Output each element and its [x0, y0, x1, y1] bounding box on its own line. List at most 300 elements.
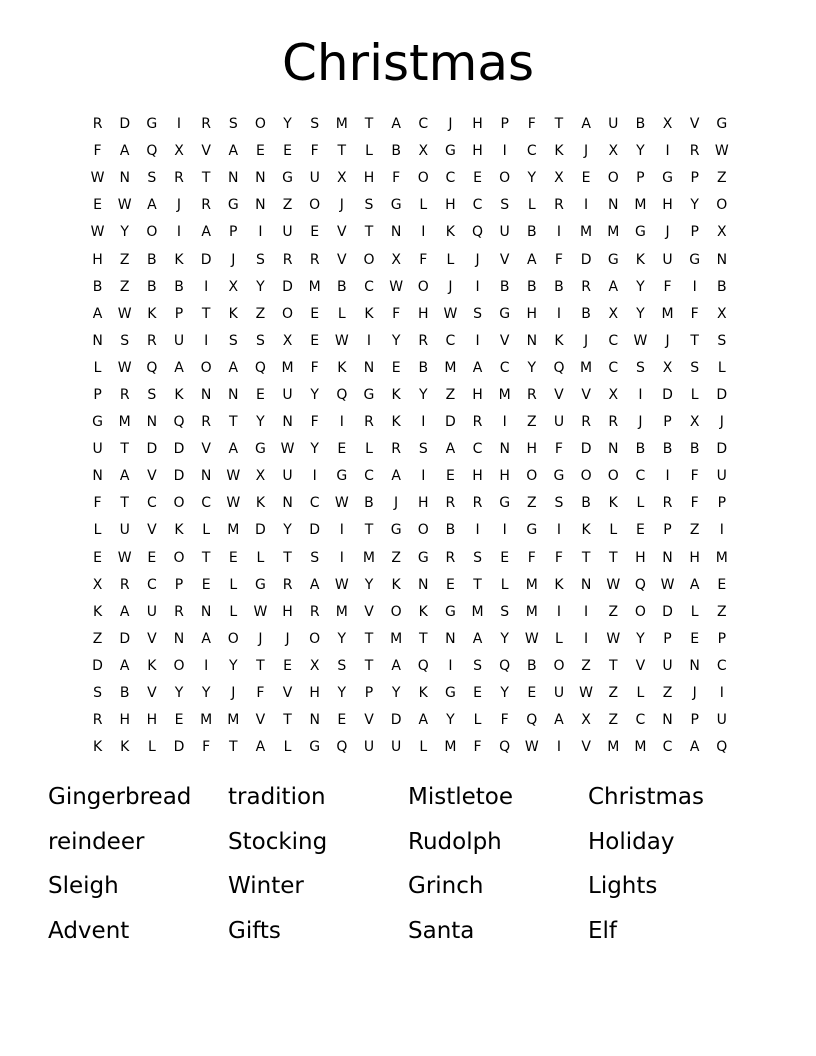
grid-letter[interactable]: G: [607, 251, 619, 268]
grid-letter[interactable]: D: [390, 712, 402, 729]
grid-letter[interactable]: A: [472, 630, 483, 647]
grid-letter[interactable]: F: [310, 143, 319, 160]
grid-letter[interactable]: K: [391, 576, 401, 593]
grid-letter[interactable]: A: [147, 197, 157, 214]
grid-letter[interactable]: H: [526, 441, 538, 458]
grid-letter[interactable]: O: [200, 359, 212, 376]
grid-letter[interactable]: E: [93, 197, 102, 214]
grid-letter[interactable]: H: [92, 251, 103, 268]
grid-letter[interactable]: X: [92, 576, 103, 593]
grid-letter[interactable]: G: [689, 251, 701, 268]
grid-letter[interactable]: I: [339, 522, 344, 539]
grid-letter[interactable]: T: [283, 712, 292, 729]
grid-letter[interactable]: P: [174, 576, 184, 593]
grid-letter[interactable]: M: [308, 278, 321, 295]
grid-letter[interactable]: M: [335, 116, 348, 133]
grid-letter[interactable]: W: [90, 170, 105, 187]
grid-letter[interactable]: T: [201, 305, 211, 322]
grid-letter[interactable]: J: [448, 278, 453, 295]
grid-letter[interactable]: X: [608, 305, 619, 322]
grid-letter[interactable]: U: [282, 386, 293, 403]
grid-letter[interactable]: G: [254, 576, 266, 593]
grid-letter[interactable]: I: [556, 224, 562, 241]
grid-letter[interactable]: F: [473, 739, 482, 756]
grid-letter[interactable]: G: [499, 305, 511, 322]
grid-letter[interactable]: A: [689, 739, 700, 756]
grid-letter[interactable]: Z: [391, 549, 401, 566]
grid-letter[interactable]: V: [689, 116, 700, 133]
grid-letter[interactable]: A: [255, 739, 266, 756]
grid-letter[interactable]: X: [391, 251, 401, 268]
grid-letter[interactable]: L: [636, 495, 645, 512]
grid-letter[interactable]: L: [527, 197, 536, 214]
grid-letter[interactable]: C: [364, 278, 374, 295]
grid-letter[interactable]: T: [581, 549, 591, 566]
grid-letter[interactable]: R: [391, 441, 401, 458]
grid-letter[interactable]: F: [419, 251, 428, 268]
grid-letter[interactable]: P: [663, 522, 672, 539]
grid-letter[interactable]: N: [146, 414, 158, 431]
grid-letter[interactable]: R: [309, 251, 320, 268]
grid-letter[interactable]: W: [117, 359, 132, 376]
grid-letter[interactable]: G: [227, 197, 239, 214]
grid-letter[interactable]: R: [472, 414, 483, 431]
grid-letter[interactable]: S: [418, 441, 428, 458]
grid-letter[interactable]: M: [607, 739, 620, 756]
grid-letter[interactable]: U: [716, 468, 727, 485]
grid-letter[interactable]: E: [283, 657, 292, 674]
grid-letter[interactable]: U: [662, 251, 673, 268]
grid-letter[interactable]: Y: [337, 630, 347, 647]
grid-letter[interactable]: E: [147, 549, 157, 566]
grid-letter[interactable]: A: [472, 359, 483, 376]
grid-letter[interactable]: S: [473, 549, 482, 566]
grid-letter[interactable]: R: [689, 143, 700, 160]
grid-letter[interactable]: O: [634, 603, 646, 620]
grid-letter[interactable]: Z: [689, 522, 700, 539]
grid-letter[interactable]: F: [202, 739, 211, 756]
grid-letter[interactable]: A: [391, 468, 401, 485]
grid-letter[interactable]: S: [500, 603, 510, 620]
grid-letter[interactable]: M: [444, 359, 457, 376]
grid-letter[interactable]: Y: [310, 441, 319, 458]
grid-letter[interactable]: G: [716, 116, 728, 133]
grid-letter[interactable]: V: [554, 386, 564, 403]
grid-letter[interactable]: E: [473, 170, 482, 187]
grid-letter[interactable]: T: [201, 549, 211, 566]
grid-letter[interactable]: V: [255, 712, 266, 729]
grid-letter[interactable]: R: [201, 116, 211, 133]
grid-letter[interactable]: W: [117, 197, 132, 214]
grid-letter[interactable]: K: [337, 359, 347, 376]
grid-letter[interactable]: D: [200, 251, 212, 268]
grid-letter[interactable]: Y: [174, 685, 184, 702]
grid-letter[interactable]: T: [228, 739, 238, 756]
grid-letter[interactable]: O: [309, 197, 321, 214]
grid-letter[interactable]: L: [636, 685, 645, 702]
grid-letter[interactable]: X: [662, 359, 673, 376]
grid-letter[interactable]: P: [364, 685, 374, 702]
grid-letter[interactable]: S: [93, 685, 103, 702]
grid-letter[interactable]: B: [581, 495, 591, 512]
grid-letter[interactable]: U: [553, 414, 565, 431]
grid-letter[interactable]: R: [119, 576, 130, 593]
grid-letter[interactable]: G: [417, 549, 429, 566]
grid-letter[interactable]: I: [475, 332, 480, 349]
grid-letter[interactable]: L: [202, 522, 211, 539]
grid-letter[interactable]: Y: [256, 414, 265, 431]
grid-letter[interactable]: N: [119, 170, 130, 187]
grid-letter[interactable]: P: [717, 495, 727, 512]
grid-letter[interactable]: O: [607, 468, 619, 485]
grid-letter[interactable]: Z: [527, 495, 537, 512]
grid-letter[interactable]: C: [662, 739, 673, 756]
grid-letter[interactable]: E: [283, 143, 292, 160]
grid-letter[interactable]: S: [500, 197, 510, 214]
grid-letter[interactable]: C: [716, 657, 727, 674]
grid-letter[interactable]: U: [173, 332, 185, 349]
grid-letter[interactable]: U: [608, 116, 619, 133]
grid-letter[interactable]: P: [500, 116, 509, 133]
grid-letter[interactable]: B: [635, 441, 646, 458]
grid-letter[interactable]: Q: [146, 143, 158, 160]
grid-letter[interactable]: K: [255, 495, 265, 512]
grid-letter[interactable]: M: [634, 197, 647, 214]
grid-letter[interactable]: K: [174, 251, 184, 268]
grid-letter[interactable]: G: [662, 170, 673, 187]
grid-letter[interactable]: Y: [120, 224, 129, 241]
grid-letter[interactable]: Y: [283, 522, 292, 539]
grid-letter[interactable]: X: [228, 278, 239, 295]
grid-letter[interactable]: H: [635, 549, 646, 566]
grid-letter[interactable]: G: [553, 468, 565, 485]
grid-letter[interactable]: H: [472, 468, 483, 485]
grid-letter[interactable]: N: [200, 468, 212, 485]
grid-letter[interactable]: M: [390, 630, 403, 647]
grid-letter[interactable]: D: [445, 414, 456, 431]
grid-letter[interactable]: A: [418, 712, 429, 729]
grid-letter[interactable]: A: [689, 576, 700, 593]
grid-letter[interactable]: K: [554, 332, 564, 349]
grid-letter[interactable]: Y: [418, 386, 428, 403]
grid-letter[interactable]: M: [227, 712, 240, 729]
grid-letter[interactable]: D: [173, 441, 185, 458]
grid-letter[interactable]: F: [310, 414, 319, 431]
grid-letter[interactable]: I: [421, 414, 426, 431]
grid-letter[interactable]: N: [173, 630, 185, 647]
grid-letter[interactable]: U: [662, 657, 673, 674]
grid-letter[interactable]: V: [499, 332, 510, 349]
grid-letter[interactable]: E: [635, 522, 645, 539]
grid-letter[interactable]: M: [715, 549, 728, 566]
grid-letter[interactable]: T: [120, 495, 129, 512]
grid-letter[interactable]: N: [662, 712, 673, 729]
grid-letter[interactable]: G: [92, 414, 103, 431]
grid-letter[interactable]: J: [176, 197, 182, 214]
grid-letter[interactable]: R: [608, 414, 619, 431]
grid-letter[interactable]: H: [445, 197, 456, 214]
grid-letter[interactable]: X: [255, 468, 266, 485]
grid-letter[interactable]: R: [581, 414, 591, 431]
grid-letter[interactable]: D: [119, 630, 131, 647]
grid-letter[interactable]: F: [554, 549, 563, 566]
grid-letter[interactable]: W: [389, 278, 404, 295]
grid-letter[interactable]: L: [419, 197, 428, 214]
grid-letter[interactable]: X: [309, 657, 320, 674]
grid-letter[interactable]: P: [229, 224, 238, 241]
grid-letter[interactable]: Y: [364, 576, 374, 593]
grid-letter[interactable]: Y: [527, 359, 537, 376]
grid-letter[interactable]: E: [445, 468, 455, 485]
grid-letter[interactable]: N: [580, 576, 592, 593]
grid-letter[interactable]: D: [119, 116, 131, 133]
grid-letter[interactable]: M: [525, 603, 538, 620]
grid-letter[interactable]: F: [93, 495, 102, 512]
grid-letter[interactable]: V: [581, 739, 591, 756]
grid-letter[interactable]: D: [716, 386, 728, 403]
grid-letter[interactable]: A: [554, 712, 564, 729]
grid-letter[interactable]: N: [255, 170, 266, 187]
grid-letter[interactable]: D: [255, 522, 266, 539]
grid-letter[interactable]: I: [176, 116, 182, 133]
grid-letter[interactable]: O: [173, 657, 185, 674]
grid-letter[interactable]: J: [692, 685, 697, 702]
grid-letter[interactable]: W: [660, 576, 675, 593]
grid-letter[interactable]: C: [472, 441, 483, 458]
grid-letter[interactable]: I: [475, 278, 480, 295]
grid-letter[interactable]: C: [309, 495, 320, 512]
grid-letter[interactable]: Z: [445, 386, 456, 403]
grid-letter[interactable]: Y: [636, 630, 645, 647]
grid-letter[interactable]: J: [231, 685, 236, 702]
grid-letter[interactable]: H: [119, 712, 130, 729]
grid-letter[interactable]: Z: [282, 197, 293, 214]
grid-letter[interactable]: B: [635, 116, 646, 133]
grid-letter[interactable]: C: [418, 116, 429, 133]
grid-letter[interactable]: V: [337, 224, 347, 241]
grid-letter[interactable]: O: [716, 197, 728, 214]
grid-letter[interactable]: Y: [283, 116, 292, 133]
grid-letter[interactable]: H: [472, 116, 483, 133]
grid-letter[interactable]: C: [526, 143, 537, 160]
grid-letter[interactable]: R: [92, 116, 103, 133]
grid-letter[interactable]: X: [717, 224, 727, 241]
grid-letter[interactable]: C: [499, 359, 510, 376]
grid-letter[interactable]: U: [146, 603, 157, 620]
grid-letter[interactable]: V: [147, 685, 157, 702]
grid-letter[interactable]: B: [527, 278, 537, 295]
grid-letter[interactable]: K: [445, 224, 455, 241]
grid-letter[interactable]: Q: [634, 576, 646, 593]
grid-letter[interactable]: B: [662, 441, 673, 458]
grid-letter[interactable]: I: [421, 224, 426, 241]
grid-letter[interactable]: C: [146, 576, 157, 593]
grid-letter[interactable]: V: [201, 143, 211, 160]
grid-letter[interactable]: T: [608, 657, 618, 674]
grid-letter[interactable]: R: [418, 332, 429, 349]
grid-letter[interactable]: O: [390, 603, 402, 620]
grid-letter[interactable]: A: [309, 576, 320, 593]
grid-letter[interactable]: I: [556, 739, 562, 756]
grid-letter[interactable]: K: [174, 386, 184, 403]
grid-letter[interactable]: S: [473, 657, 482, 674]
grid-letter[interactable]: V: [364, 603, 374, 620]
grid-letter[interactable]: D: [662, 386, 673, 403]
grid-letter[interactable]: A: [527, 251, 537, 268]
grid-letter[interactable]: G: [390, 522, 402, 539]
grid-letter[interactable]: P: [717, 630, 727, 647]
grid-letter[interactable]: Y: [391, 332, 401, 349]
grid-letter[interactable]: F: [392, 305, 401, 322]
grid-letter[interactable]: E: [690, 630, 700, 647]
grid-letter[interactable]: X: [418, 143, 429, 160]
grid-letter[interactable]: Q: [526, 712, 538, 729]
grid-letter[interactable]: I: [366, 332, 372, 349]
grid-letter[interactable]: F: [663, 278, 672, 295]
grid-letter[interactable]: D: [146, 441, 158, 458]
grid-letter[interactable]: J: [258, 630, 263, 647]
grid-letter[interactable]: M: [525, 576, 538, 593]
grid-letter[interactable]: V: [337, 251, 347, 268]
grid-letter[interactable]: F: [527, 549, 536, 566]
grid-letter[interactable]: P: [690, 712, 699, 729]
grid-letter[interactable]: K: [120, 739, 130, 756]
grid-letter[interactable]: V: [499, 251, 510, 268]
grid-letter[interactable]: F: [554, 251, 563, 268]
grid-letter[interactable]: H: [417, 305, 429, 322]
grid-letter[interactable]: I: [584, 197, 589, 214]
grid-letter[interactable]: S: [635, 359, 645, 376]
grid-letter[interactable]: K: [581, 522, 591, 539]
grid-letter[interactable]: U: [119, 522, 130, 539]
grid-letter[interactable]: M: [362, 549, 376, 566]
grid-letter[interactable]: Z: [119, 278, 130, 295]
grid-letter[interactable]: P: [663, 414, 672, 431]
grid-letter[interactable]: E: [310, 224, 320, 241]
grid-letter[interactable]: I: [204, 278, 209, 295]
grid-letter[interactable]: D: [716, 441, 728, 458]
grid-letter[interactable]: P: [93, 386, 102, 403]
grid-letter[interactable]: Z: [717, 603, 727, 620]
grid-letter[interactable]: F: [500, 712, 509, 729]
grid-letter[interactable]: Q: [499, 739, 511, 756]
grid-letter[interactable]: M: [498, 386, 511, 403]
grid-letter[interactable]: I: [502, 522, 507, 539]
grid-letter[interactable]: A: [92, 305, 103, 322]
grid-letter[interactable]: G: [634, 224, 646, 241]
grid-letter[interactable]: R: [581, 278, 591, 295]
grid-letter[interactable]: B: [499, 278, 510, 295]
grid-letter[interactable]: O: [417, 522, 429, 539]
grid-letter[interactable]: S: [120, 332, 130, 349]
grid-letter[interactable]: A: [119, 603, 130, 620]
grid-letter[interactable]: K: [228, 305, 238, 322]
grid-letter[interactable]: C: [472, 197, 483, 214]
grid-letter[interactable]: O: [580, 468, 592, 485]
grid-letter[interactable]: V: [201, 441, 211, 458]
grid-letter[interactable]: F: [256, 685, 265, 702]
grid-letter[interactable]: B: [527, 657, 537, 674]
grid-letter[interactable]: P: [690, 224, 699, 241]
grid-letter[interactable]: W: [443, 305, 458, 322]
grid-letter[interactable]: I: [556, 305, 562, 322]
grid-letter[interactable]: M: [118, 414, 131, 431]
grid-letter[interactable]: U: [553, 685, 565, 702]
grid-letter[interactable]: A: [391, 657, 401, 674]
grid-letter[interactable]: L: [93, 522, 102, 539]
grid-letter[interactable]: O: [227, 630, 239, 647]
grid-letter[interactable]: K: [174, 522, 184, 539]
grid-letter[interactable]: I: [475, 522, 480, 539]
grid-letter[interactable]: R: [364, 414, 374, 431]
grid-letter[interactable]: P: [636, 170, 645, 187]
grid-letter[interactable]: U: [390, 739, 402, 756]
grid-letter[interactable]: I: [502, 414, 507, 431]
grid-letter[interactable]: S: [554, 495, 564, 512]
grid-letter[interactable]: O: [254, 116, 266, 133]
grid-letter[interactable]: O: [607, 170, 619, 187]
grid-letter[interactable]: L: [365, 143, 373, 160]
grid-letter[interactable]: W: [334, 576, 349, 593]
grid-letter[interactable]: R: [526, 386, 537, 403]
grid-letter[interactable]: N: [309, 712, 320, 729]
grid-letter[interactable]: I: [665, 143, 670, 160]
grid-letter[interactable]: M: [580, 359, 593, 376]
grid-letter[interactable]: S: [228, 332, 238, 349]
grid-letter[interactable]: G: [444, 603, 456, 620]
grid-letter[interactable]: I: [638, 386, 643, 403]
grid-letter[interactable]: K: [364, 305, 374, 322]
grid-letter[interactable]: U: [716, 712, 727, 729]
grid-letter[interactable]: A: [228, 441, 239, 458]
grid-letter[interactable]: Y: [636, 143, 645, 160]
grid-letter[interactable]: Z: [92, 630, 103, 647]
grid-letter[interactable]: Y: [446, 712, 455, 729]
grid-letter[interactable]: L: [229, 576, 238, 593]
grid-letter[interactable]: J: [638, 414, 643, 431]
grid-letter[interactable]: M: [634, 739, 647, 756]
grid-letter[interactable]: R: [146, 332, 157, 349]
grid-letter[interactable]: E: [255, 143, 265, 160]
grid-letter[interactable]: R: [119, 386, 130, 403]
grid-letter[interactable]: X: [717, 305, 727, 322]
grid-letter[interactable]: B: [418, 359, 429, 376]
grid-letter[interactable]: N: [418, 576, 429, 593]
grid-letter[interactable]: T: [364, 522, 374, 539]
grid-letter[interactable]: B: [445, 522, 456, 539]
grid-letter[interactable]: R: [445, 549, 456, 566]
grid-letter[interactable]: K: [92, 603, 103, 620]
grid-letter[interactable]: O: [146, 224, 158, 241]
grid-letter[interactable]: B: [391, 143, 401, 160]
grid-letter[interactable]: P: [690, 170, 699, 187]
grid-letter[interactable]: J: [339, 197, 344, 214]
grid-letter[interactable]: A: [201, 224, 211, 241]
grid-letter[interactable]: V: [364, 712, 374, 729]
grid-letter[interactable]: O: [417, 170, 429, 187]
grid-letter[interactable]: A: [119, 468, 130, 485]
grid-letter[interactable]: U: [92, 441, 103, 458]
grid-letter[interactable]: U: [309, 170, 320, 187]
grid-letter[interactable]: M: [335, 603, 348, 620]
grid-letter[interactable]: G: [146, 116, 158, 133]
grid-letter[interactable]: U: [282, 224, 293, 241]
grid-letter[interactable]: S: [228, 116, 238, 133]
grid-letter[interactable]: J: [665, 332, 670, 349]
grid-letter[interactable]: T: [283, 549, 292, 566]
grid-letter[interactable]: Y: [527, 170, 537, 187]
grid-letter[interactable]: J: [475, 251, 480, 268]
